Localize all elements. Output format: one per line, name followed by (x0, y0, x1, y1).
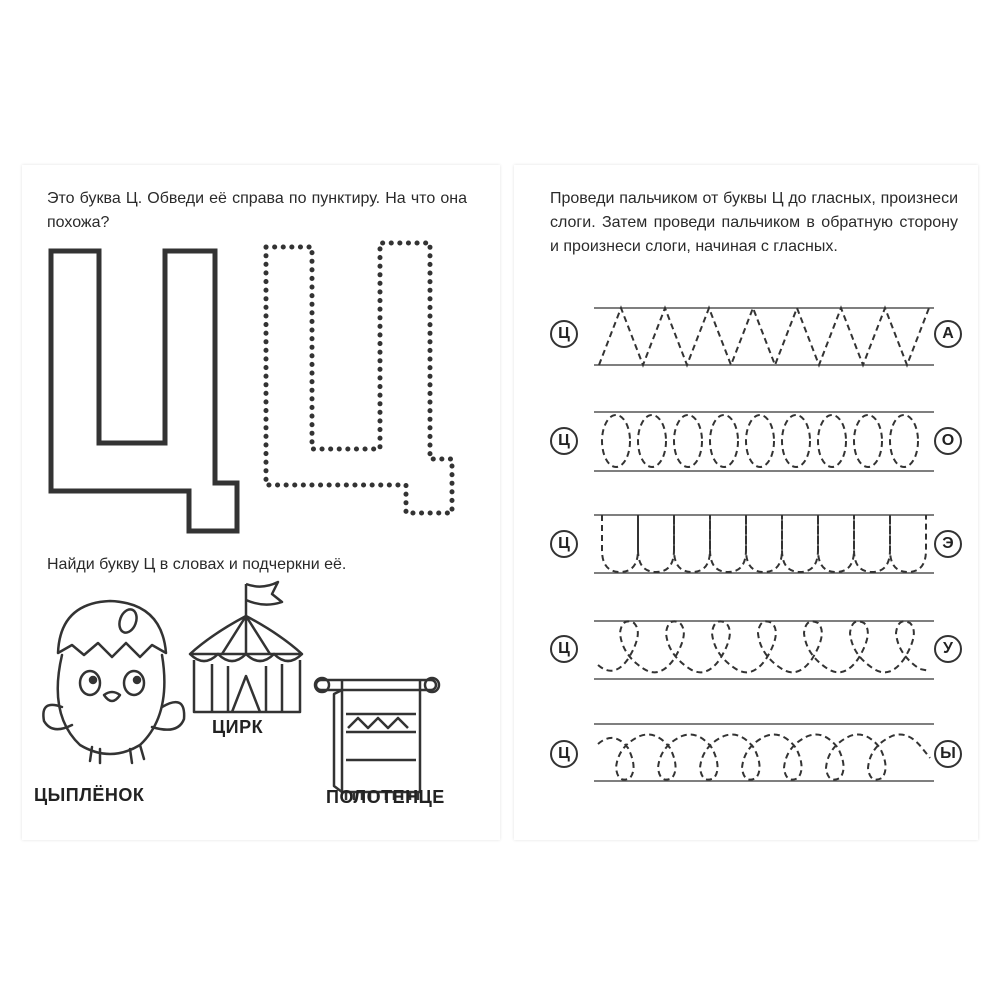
arches-trace-path[interactable] (594, 510, 934, 580)
letter-tse-outline (47, 247, 247, 537)
start-letter-circle: Ц (550, 427, 578, 455)
instruction-syllables: Проведи пальчиком от буквы Ц до гласных, произнеси слоги. Затем проведи пальчиком в обратную сторону и произнеси слоги, начиная с гласных. (550, 190, 958, 255)
start-letter-circle: Ц (550, 740, 578, 768)
start-letter-circle: Ц (550, 320, 578, 348)
instruction-underline: Найди букву Ц в словах и подчеркни её. (47, 556, 347, 573)
end-vowel-circle: У (934, 635, 962, 663)
chick-illustration (40, 595, 190, 765)
instruction-trace-letter: Это буква Ц. Обведи её справа по пунктиру. На что она похожа? (47, 190, 467, 231)
end-vowel-circle: Ы (934, 740, 962, 768)
right-page (514, 165, 978, 840)
ovals-trace-path[interactable] (594, 407, 934, 477)
start-letter-circle: Ц (550, 635, 578, 663)
end-vowel-circle: Э (934, 530, 962, 558)
word-circus[interactable]: ЦИРК (212, 717, 264, 737)
zigzag-trace-path[interactable] (594, 301, 934, 371)
letter-tse-dotted[interactable] (262, 241, 462, 531)
word-towel[interactable]: ПОЛОТЕНЦЕ (326, 787, 445, 807)
loops-up-trace-path[interactable] (594, 615, 934, 685)
start-letter-circle: Ц (550, 530, 578, 558)
end-vowel-circle: А (934, 320, 962, 348)
end-vowel-circle: О (934, 427, 962, 455)
word-chick[interactable]: ЦЫПЛЁНОК (34, 785, 145, 805)
left-page (22, 165, 500, 840)
circus-tent-illustration (182, 580, 312, 720)
loops-down-trace-path[interactable] (594, 718, 934, 788)
